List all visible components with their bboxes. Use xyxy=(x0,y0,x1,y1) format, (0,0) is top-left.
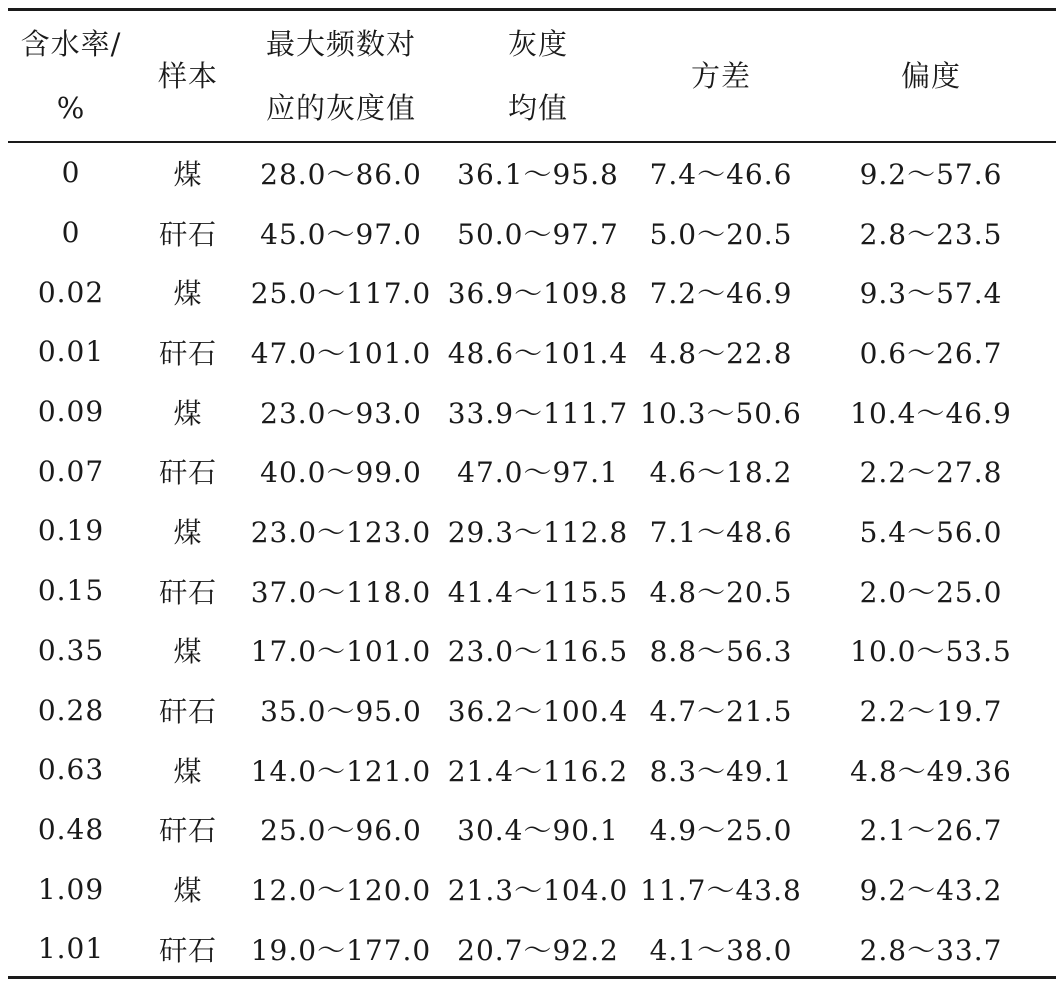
cell-gray-mean: 36.1～95.8 xyxy=(457,157,619,191)
cell-moisture: 0.07 xyxy=(37,454,105,488)
cell-max-freq-gray: 17.0～101.0 xyxy=(250,635,432,669)
cell-variance: 8.8～56.3 xyxy=(649,635,793,669)
cell-gray-mean: 50.0～97.7 xyxy=(457,217,619,251)
cell-max-freq-gray: 47.0～101.0 xyxy=(250,336,432,370)
table-row xyxy=(8,322,1056,382)
header-max-freq-gray-line-1: 最大频数对 xyxy=(265,27,416,61)
gray-statistics-table xyxy=(8,11,1056,979)
cell-variance: 4.8～22.8 xyxy=(649,336,793,370)
table-row xyxy=(8,680,1056,740)
cell-moisture: 0.28 xyxy=(37,693,105,727)
cell-gray-mean: 21.3～104.0 xyxy=(447,874,629,908)
cell-max-freq-gray: 19.0～177.0 xyxy=(250,933,432,967)
cell-gray-mean: 36.9～109.8 xyxy=(447,277,629,311)
cell-skewness: 2.8～33.7 xyxy=(859,933,1003,967)
cell-skewness: 9.2～57.6 xyxy=(859,157,1003,191)
cell-moisture: 1.01 xyxy=(37,932,105,966)
cell-max-freq-gray: 37.0～118.0 xyxy=(250,575,432,609)
cell-gray-mean: 36.2～100.4 xyxy=(447,695,629,729)
cell-gray-mean: 20.7～92.2 xyxy=(457,933,619,967)
cell-gray-mean: 47.0～97.1 xyxy=(457,456,619,490)
cell-moisture: 0.63 xyxy=(37,753,105,787)
cell-moisture: 0.48 xyxy=(37,812,105,846)
header-skewness: 偏度 xyxy=(900,59,961,93)
cell-max-freq-gray: 45.0～97.0 xyxy=(260,217,422,251)
cell-skewness: 4.8～49.36 xyxy=(850,754,1012,788)
header-sample: 样本 xyxy=(157,59,218,93)
cell-sample: 煤 xyxy=(173,754,203,788)
cell-skewness: 0.6～26.7 xyxy=(859,336,1003,370)
header-gray-mean xyxy=(440,11,636,141)
cell-variance: 11.7～43.8 xyxy=(640,874,802,908)
cell-sample: 矸石 xyxy=(158,456,217,490)
cell-skewness: 9.3～57.4 xyxy=(859,277,1003,311)
cell-variance: 7.4～46.6 xyxy=(649,157,793,191)
cell-gray-mean: 21.4～116.2 xyxy=(447,754,629,788)
header-row xyxy=(8,11,1056,141)
header-gray-mean-line-2: 均值 xyxy=(507,91,568,125)
cell-skewness: 2.2～19.7 xyxy=(859,695,1003,729)
cell-sample: 矸石 xyxy=(158,695,217,729)
cell-moisture: 0.02 xyxy=(37,275,105,309)
header-moisture-line-2: % xyxy=(56,91,86,125)
cell-moisture: 0 xyxy=(61,216,81,250)
table-row xyxy=(8,262,1056,322)
header-max-freq-gray-line-2: 应的灰度值 xyxy=(265,91,416,125)
cell-skewness: 10.4～46.9 xyxy=(850,396,1012,430)
cell-moisture: 0.09 xyxy=(37,395,105,429)
cell-max-freq-gray: 40.0～99.0 xyxy=(260,456,422,490)
cell-variance: 4.6～18.2 xyxy=(649,456,793,490)
header-gray-mean-line-1: 灰度 xyxy=(507,27,568,61)
cell-max-freq-gray: 25.0～96.0 xyxy=(260,814,422,848)
table-row xyxy=(8,382,1056,442)
header-variance: 方差 xyxy=(690,59,751,93)
table-header xyxy=(8,11,1056,141)
cell-variance: 4.9～25.0 xyxy=(649,814,793,848)
header-max-freq-gray xyxy=(242,11,440,141)
cell-max-freq-gray: 23.0～123.0 xyxy=(250,515,432,549)
cell-sample: 矸石 xyxy=(158,217,217,251)
cell-variance: 8.3～49.1 xyxy=(649,754,793,788)
cell-max-freq-gray: 23.0～93.0 xyxy=(260,396,422,430)
table-body xyxy=(8,141,1056,979)
cell-variance: 10.3～50.6 xyxy=(640,396,802,430)
table-row xyxy=(8,501,1056,561)
cell-skewness: 2.2～27.8 xyxy=(859,456,1003,490)
cell-gray-mean: 48.6～101.4 xyxy=(447,336,629,370)
cell-max-freq-gray: 25.0～117.0 xyxy=(250,277,432,311)
table-row xyxy=(8,141,1056,203)
cell-skewness: 2.8～23.5 xyxy=(859,217,1003,251)
cell-skewness: 2.0～25.0 xyxy=(859,575,1003,609)
table-row xyxy=(8,561,1056,621)
header-moisture xyxy=(8,11,134,141)
cell-moisture: 0.35 xyxy=(37,633,105,667)
cell-gray-mean: 33.9～111.7 xyxy=(447,396,629,430)
cell-gray-mean: 23.0～116.5 xyxy=(447,635,629,669)
table-row xyxy=(8,740,1056,800)
cell-sample: 煤 xyxy=(173,277,203,311)
header-moisture-line-1: 含水率/ xyxy=(20,27,122,61)
cell-variance: 7.1～48.6 xyxy=(649,515,793,549)
cell-sample: 矸石 xyxy=(158,814,217,848)
cell-gray-mean: 30.4～90.1 xyxy=(457,814,619,848)
cell-variance: 5.0～20.5 xyxy=(649,217,793,251)
cell-moisture: 0.19 xyxy=(37,514,105,548)
cell-sample: 矸石 xyxy=(158,575,217,609)
table-row xyxy=(8,203,1056,263)
cell-sample: 煤 xyxy=(173,635,203,669)
cell-variance: 4.1～38.0 xyxy=(649,933,793,967)
cell-sample: 煤 xyxy=(173,874,203,908)
cell-max-freq-gray: 28.0～86.0 xyxy=(260,157,422,191)
cell-gray-mean: 41.4～115.5 xyxy=(447,575,629,609)
cell-moisture: 1.09 xyxy=(37,872,105,906)
cell-max-freq-gray: 14.0～121.0 xyxy=(250,754,432,788)
cell-variance: 7.2～46.9 xyxy=(649,277,793,311)
table-row xyxy=(8,919,1056,979)
cell-sample: 煤 xyxy=(173,157,203,191)
cell-skewness: 2.1～26.7 xyxy=(859,814,1003,848)
cell-skewness: 10.0～53.5 xyxy=(850,635,1012,669)
cell-max-freq-gray: 35.0～95.0 xyxy=(260,695,422,729)
cell-skewness: 9.2～43.2 xyxy=(859,874,1003,908)
table-row xyxy=(8,800,1056,860)
table-row xyxy=(8,621,1056,681)
cell-moisture: 0.01 xyxy=(37,335,105,369)
cell-sample: 煤 xyxy=(173,515,203,549)
cell-skewness: 5.4～56.0 xyxy=(859,515,1003,549)
cell-moisture: 0.15 xyxy=(37,574,105,608)
table-row xyxy=(8,859,1056,919)
cell-max-freq-gray: 12.0～120.0 xyxy=(250,874,432,908)
table-row xyxy=(8,441,1056,501)
cell-moisture: 0 xyxy=(61,156,81,190)
cell-sample: 矸石 xyxy=(158,336,217,370)
cell-variance: 4.8～20.5 xyxy=(649,575,793,609)
cell-sample: 矸石 xyxy=(158,933,217,967)
cell-gray-mean: 29.3～112.8 xyxy=(447,515,629,549)
cell-variance: 4.7～21.5 xyxy=(649,695,793,729)
cell-sample: 煤 xyxy=(173,396,203,430)
